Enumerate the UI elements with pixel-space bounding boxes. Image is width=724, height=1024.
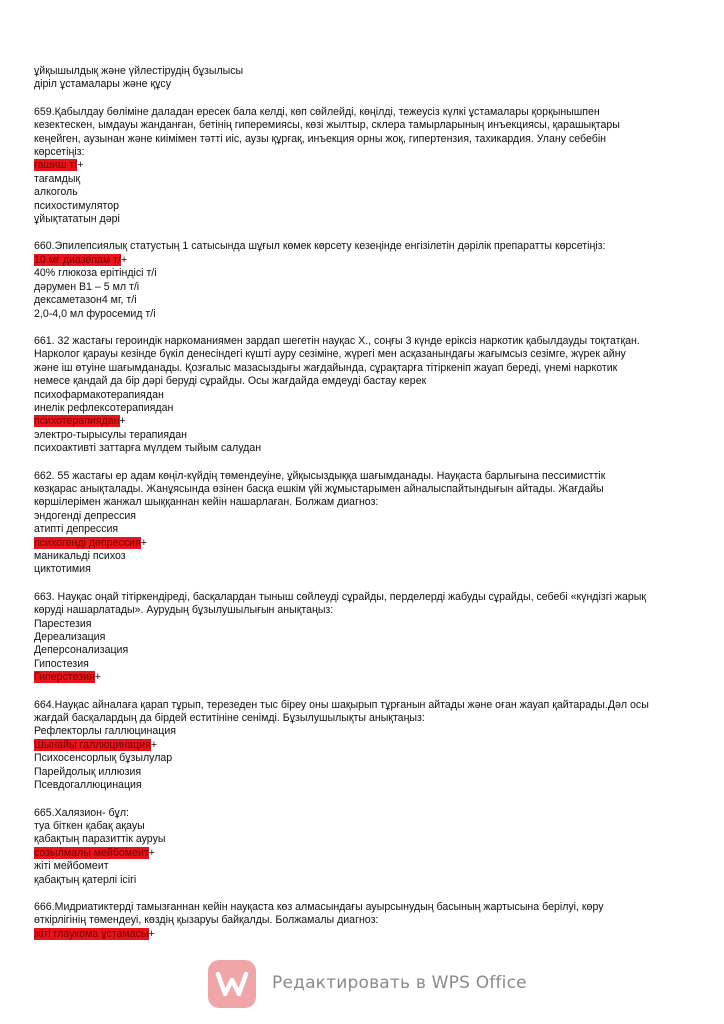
answer-option: психофармакотерапиядан xyxy=(34,388,164,401)
answer-option-correct xyxy=(34,159,694,172)
question-list xyxy=(34,106,694,941)
answer-option: электро-тырысулы терапиядан xyxy=(34,428,187,441)
question-stem-line: 660.Эпилепсиялық статустың 1 сатысында шұғыл көмек көрсету кезеңінде енгізілетін дәрілік препаратты көрсетіңіз: xyxy=(34,240,606,253)
answer-option: дәрумен В1 – 5 мл т/і xyxy=(34,280,140,293)
answer-option: инелік рефлексотерапиядан xyxy=(34,401,174,414)
question-stem-line: көршілерімен жанжал шыққаннан кейін нашарлаған. Болжам диагноз: xyxy=(34,496,379,509)
question-stem-line: 662. 55 жастағы ер адам көңіл-күйдің төмендеуіне, ұйқысыздыққа шағымданады. Науқаста барлығына пессимисттік xyxy=(34,469,606,482)
correct-mark: + xyxy=(77,159,84,172)
correct-mark: + xyxy=(94,671,101,684)
question-block xyxy=(34,591,694,685)
answer-highlight: созылмалы мейбомеит xyxy=(34,846,149,859)
answer-option: қабақтың қатерлі ісігі xyxy=(34,873,137,886)
answer-option: дексаметазон4 мг, т/і xyxy=(34,294,137,307)
question-block xyxy=(34,240,694,320)
correct-mark: + xyxy=(120,253,128,266)
intro-line: діріл ұстамалары және құсу xyxy=(34,78,172,91)
answer-option: алкоголь xyxy=(34,186,78,199)
question-stem-line: 666.Мидриатиктерді тамызғаннан кейін науқаста көз алмасындағы ауырсынудың басының жартысына берілуі, көру xyxy=(34,900,604,913)
answer-option-correct xyxy=(34,254,694,267)
answer-option: Рефлекторлы галлюцинация xyxy=(34,725,176,738)
answer-option: 40% глюкоза ерітіндісі т/і xyxy=(34,267,157,280)
correct-mark: + xyxy=(150,738,158,751)
document-page xyxy=(34,65,694,941)
answer-option-correct xyxy=(34,415,694,428)
answer-option: Гипостезия xyxy=(34,657,89,670)
question-stem-line: немесе қандай да бір дәрі беруді сұрайды. Осы жағдайда емдеуді бастау керек xyxy=(34,375,427,388)
answer-option-correct xyxy=(34,847,694,860)
answer-highlight: психогенді депрессия xyxy=(34,536,141,549)
answer-option: Парейдолық иллюзия xyxy=(34,765,142,778)
answer-option: циктотимия xyxy=(34,563,91,576)
question-stem-line: 659.Қабылдау бөліміне даладан ересек бала келді, көп сөйлейді, көңілді, тежеусіз күлкі ұстамалары қорқынышпен xyxy=(34,105,600,118)
answer-option: Парестезия xyxy=(34,617,92,630)
answer-option: атипті депрессия xyxy=(34,523,119,536)
correct-mark: + xyxy=(119,415,126,428)
answer-option: жіті мейбомеит xyxy=(34,860,109,873)
answer-highlight: психотерапиядан xyxy=(34,415,120,428)
question-stem-line: 664.Науқас айналаға қарап тұрып, терезеден тыс біреу оны шақырып тұрғанын айтады және оған жауап қайтарады.Дәл осы xyxy=(34,698,649,711)
answer-option: Псевдогаллюцинация xyxy=(34,779,142,792)
answer-highlight: 10 мг диазепам т/ xyxy=(34,253,121,266)
wps-banner-text[interactable]: Редактировать в WPS Office xyxy=(272,973,527,994)
wps-edit-banner[interactable] xyxy=(208,960,548,1008)
wps-logo-glyph xyxy=(208,960,256,1008)
question-stem-line: кезектескен, ымдауы жанданған, бетінің гиперемиясы, көзі жылтыр, склера тамырларының инъекциясы, қарашықтары xyxy=(34,119,620,132)
correct-mark: + xyxy=(148,846,155,859)
answer-option-correct xyxy=(34,537,694,550)
answer-highlight: Гиперстезия xyxy=(34,671,95,684)
question-stem-line: жағдай басқалардың да бірдей еститініне сенімді. Бұзылушылықты анықтаңыз: xyxy=(34,712,425,725)
answer-option: психостимулятор xyxy=(34,199,119,212)
question-stem-line: көрсетіңіз: xyxy=(34,146,85,159)
answer-highlight: Шынайы галлюцинация xyxy=(34,738,151,751)
question-stem-line: Нарколог қарауы кезінде бүкіл денесіндегі күшті ауру сезіміне, жүрегі мен асқазанындағы жағымсыз сезімге, жүрек айну xyxy=(34,348,626,361)
question-block xyxy=(34,106,694,227)
question-stem-line: 663. Науқас оңай тітіркендіреді, басқалардан тыныш сөйлеуді сұрайды, перделерді жабуды сұрайды, себебі «күндізгі жарық xyxy=(34,590,646,603)
wps-logo-icon xyxy=(208,960,256,1008)
correct-mark: + xyxy=(140,536,147,549)
answer-option: маникальді психоз xyxy=(34,550,126,562)
intro-line: ұйқышылдық және үйлестірудің бұзылысы xyxy=(34,65,244,77)
question-stem-line: 661. 32 жастағы героиндік наркоманиямен зардап шегетін науқас Х., соңғы 3 күнде еріксіз наркотик қабылдауды тоқтатқан. xyxy=(34,334,640,347)
question-stem-line: көзқарас анықталады. Жанұясында өзінен басқа ешкім үйі жұмыстарымен айналыспайтындығын айтады. Жағдайы xyxy=(34,482,604,495)
correct-mark: + xyxy=(148,927,155,940)
question-stem-line: көруді нашарлатады». Аурудың бұзылушылығын анықтаңыз: xyxy=(34,604,334,617)
answer-highlight: жіті глаукома ұстамасы xyxy=(34,927,149,940)
question-stem-line: 665.Халязион- бұл: xyxy=(34,806,129,819)
question-block xyxy=(34,699,694,793)
answer-option: Психосенсорлық бұзылулар xyxy=(34,752,173,765)
question-block xyxy=(34,807,694,887)
answer-option: Дереализация xyxy=(34,631,106,644)
question-stem-line: өткірлігінің төмендеуі, көздің қызаруы байқалды. Болжамалы диагноз: xyxy=(34,914,379,927)
answer-highlight: гашиш т/ xyxy=(34,159,78,172)
answer-option: ұйықтататын дәрі xyxy=(34,213,120,226)
answer-option-correct xyxy=(34,739,694,752)
intro-block xyxy=(34,65,694,92)
answer-option: Деперсонализация xyxy=(34,644,129,657)
answer-option: туа біткен қабақ ақауы xyxy=(34,819,145,832)
answer-option-correct xyxy=(34,671,694,684)
answer-option-correct xyxy=(34,928,694,941)
question-stem-line: және іш өтуіне шағымданады. Қозғалыс мазасыздығы жағдайында, сұрақтарға тітіркеніп жауап береді, үнемі наркотик xyxy=(34,361,618,374)
answer-option: 2,0-4,0 мл фуросемид т/і xyxy=(34,307,156,320)
answer-option: психоактивті заттарға мүлдем тыйым салудан xyxy=(34,442,262,455)
answer-option: эндогенді депрессия xyxy=(34,509,137,522)
question-block xyxy=(34,470,694,577)
question-block xyxy=(34,901,694,941)
question-stem-line: кеңейген, аузынан және киімімен тәтті иіс, аузы құрғақ, инъекция орны жоқ, гипертензия, тахикардия. Улану себебін xyxy=(34,132,607,145)
question-block xyxy=(34,335,694,456)
answer-option: қабақтың паразиттік ауруы xyxy=(34,833,166,846)
answer-option: тағамдық xyxy=(34,172,81,185)
